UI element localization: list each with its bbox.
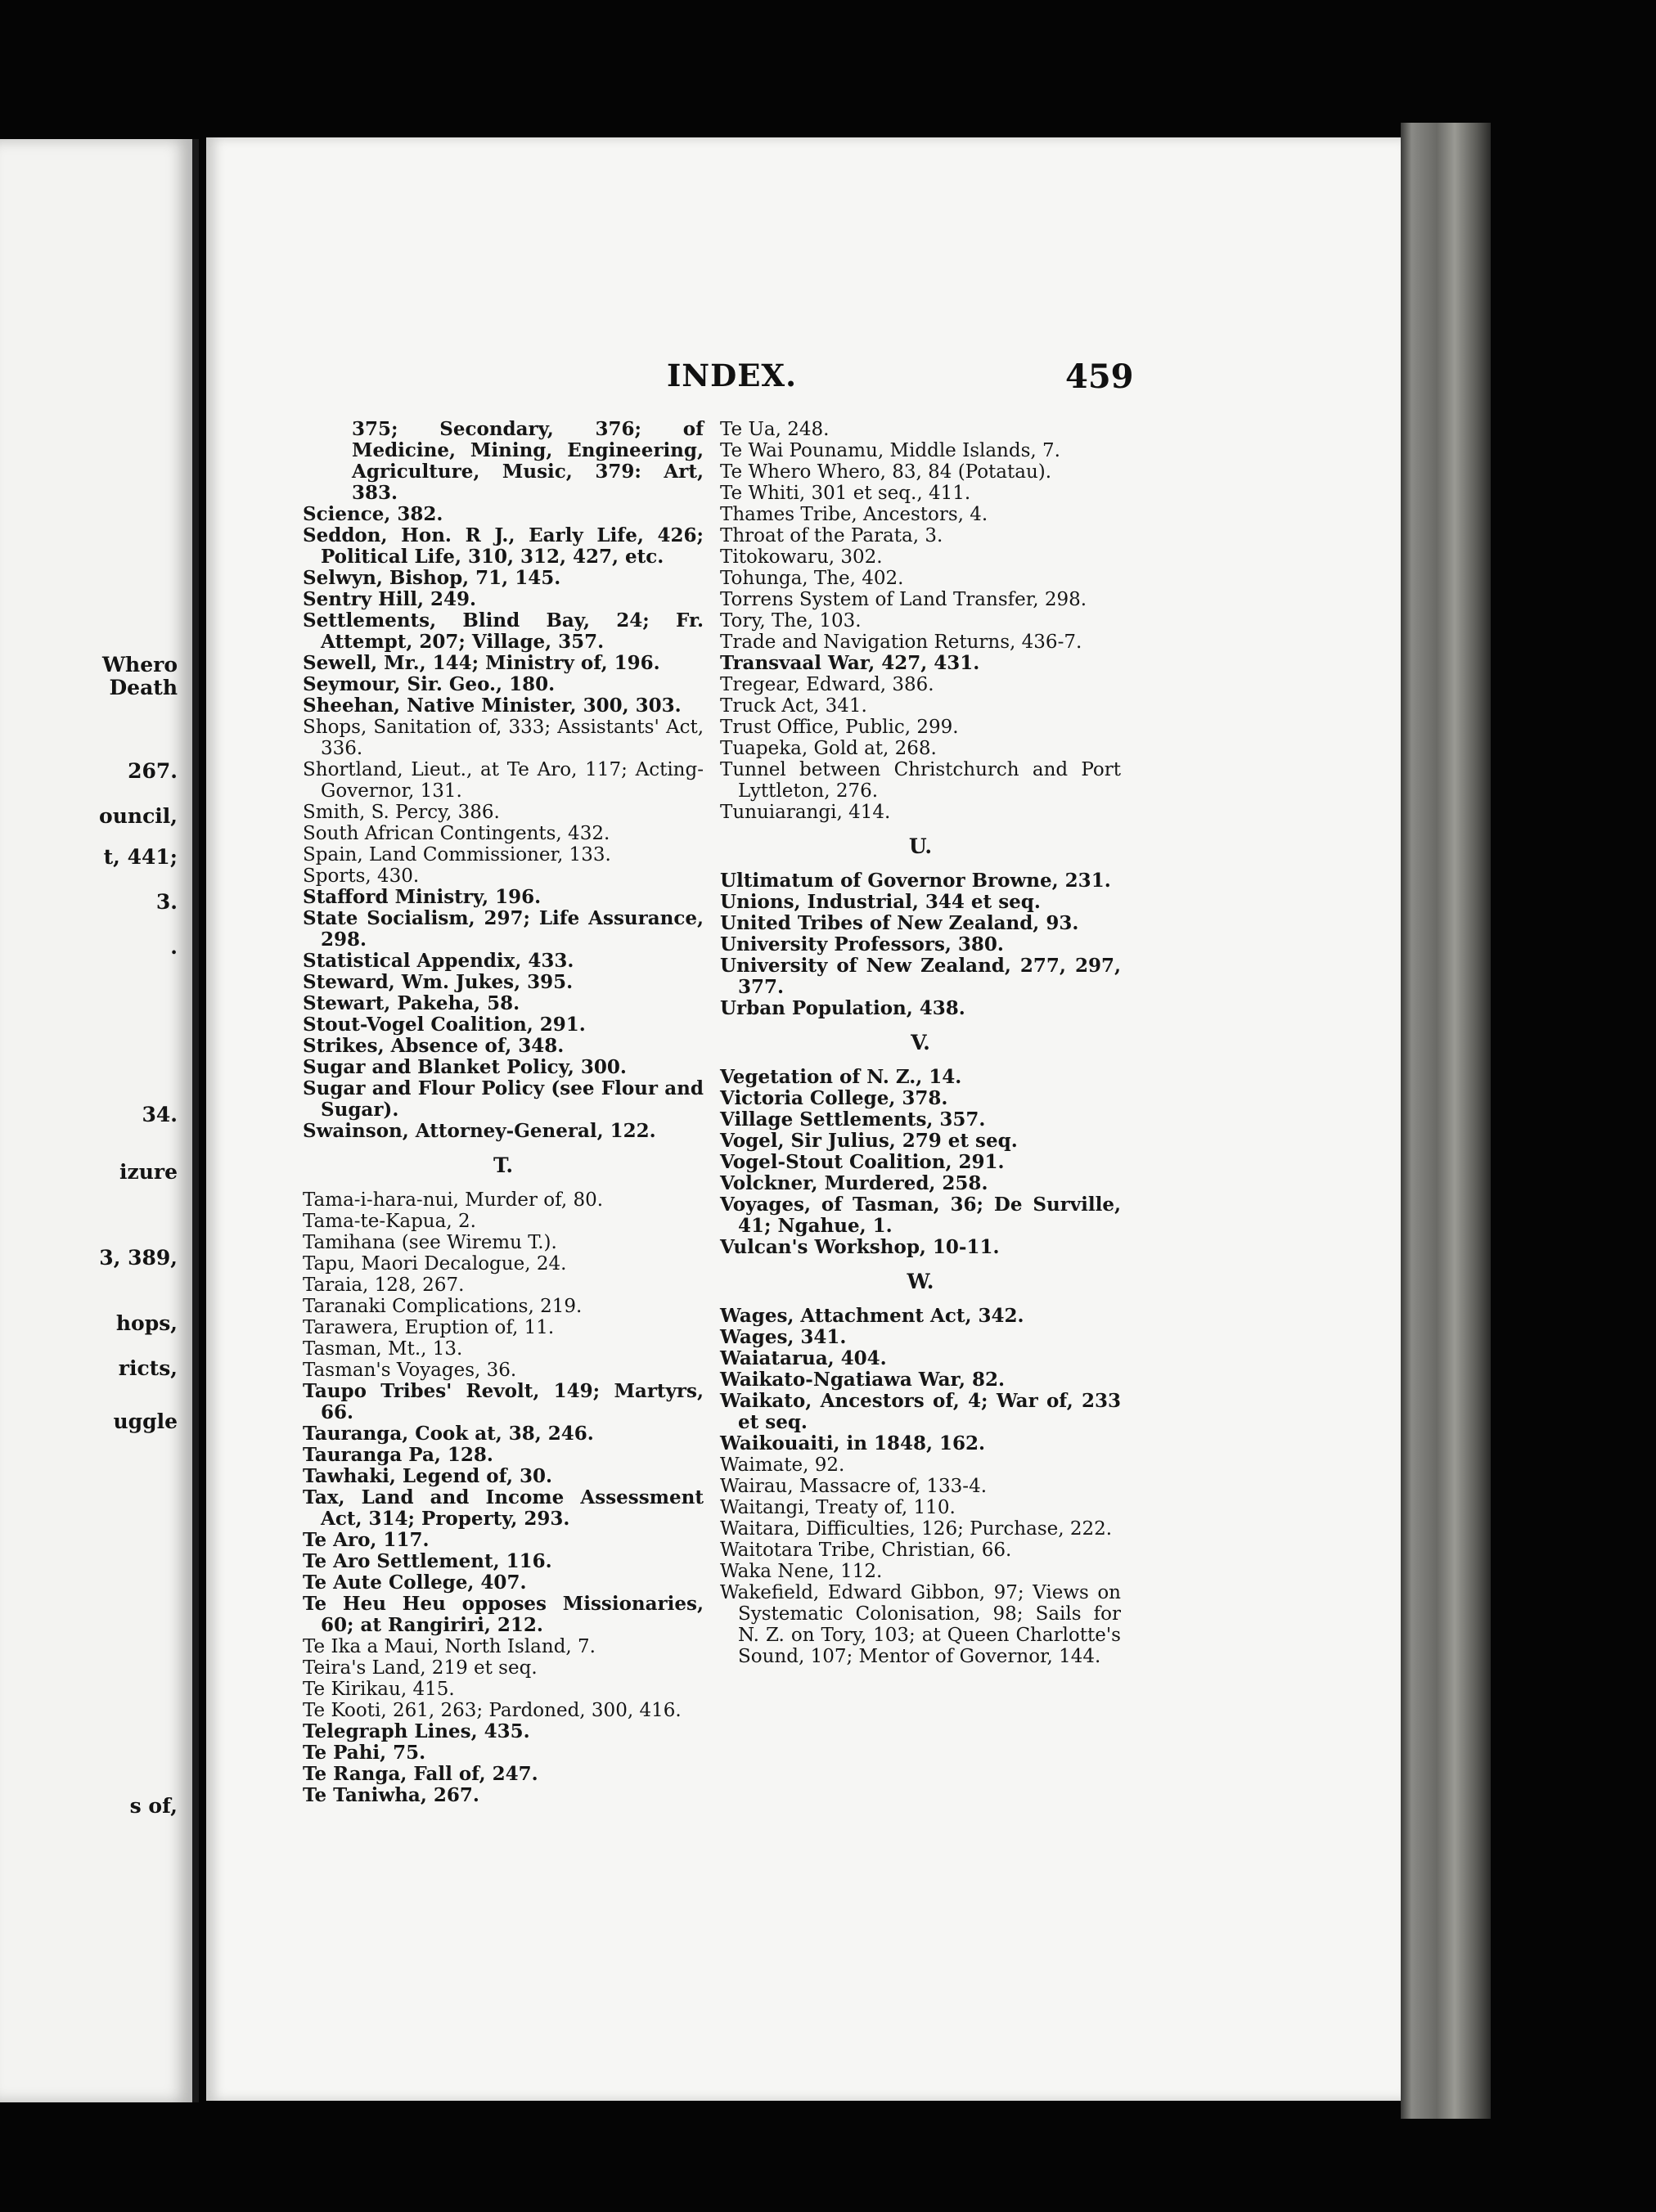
index-entry: Spain, Land Commissioner, 133. [303,844,611,865]
index-entry: Waka Nene, 112. [720,1561,883,1582]
page-stack-edge [1401,123,1491,2119]
index-entry: Taupo Tribes' Revolt, 149; Martyrs, 66. [303,1380,704,1423]
index-entry: Stout-Vogel Coalition, 291. [303,1014,586,1036]
index-entry: Unions, Industrial, 344 et seq. [720,891,1041,913]
section-letter: W. [907,1270,934,1293]
index-entry: Wages, Attachment Act, 342. [720,1305,1024,1327]
index-entry: Tuapeka, Gold at, 268. [720,738,937,759]
index-entry: Science, 382. [303,503,443,525]
index-entry: Tamihana (see Wiremu T.). [303,1232,557,1253]
index-entry: Vulcan's Workshop, 10-11. [720,1236,1000,1258]
index-entry: Tory, The, 103. [720,610,862,632]
index-entry: 375; Secondary, 376; of Medicine, Mining, Engineering, Agriculture, Music, 379: Art, 383. [352,418,704,504]
index-entry: Te Ranga, Fall of, 247. [303,1763,538,1785]
index-entry: Te Kooti, 261, 263; Pardoned, 300, 416. [303,1700,682,1721]
index-entry: Waiatarua, 404. [720,1347,887,1369]
section-letter: V. [911,1031,930,1054]
facing-page-text-fragment: izure [119,1160,178,1184]
index-entry: Stafford Ministry, 196. [303,886,542,908]
index-entry: Tarawera, Eruption of, 11. [303,1317,555,1338]
index-entry: Wakefield, Edward Gibbon, 97; Views on Systematic Colonisation, 98; Sails for N. Z. on Tory, 103; at Queen Charlotte's Sound, 107; Mentor of Governor, 144. [720,1582,1121,1667]
index-entry: Waimate, 92. [720,1454,845,1476]
facing-page-text-fragment: ricts, [118,1356,178,1380]
facing-page-text-fragment: uggle [113,1409,178,1433]
index-entry: Swainson, Attorney-General, 122. [303,1120,656,1142]
index-entry: Shortland, Lieut., at Te Aro, 117; Acting-Governor, 131. [303,759,704,802]
facing-page-text-fragment: Death [109,676,178,699]
index-entry: Vogel, Sir Julius, 279 et seq. [720,1130,1018,1152]
index-entry: Voyages, of Tasman, 36; De Surville, 41; Ngahue, 1. [720,1194,1121,1237]
index-entry: Vogel-Stout Coalition, 291. [720,1151,1005,1173]
facing-page-text-fragment: Whero [101,653,178,677]
index-entry: Tasman, Mt., 13. [303,1338,463,1360]
index-entry: Shops, Sanitation of, 333; Assistants' Act, 336. [303,717,704,759]
index-entry: Tauranga, Cook at, 38, 246. [303,1423,594,1445]
index-entry: Village Settlements, 357. [720,1108,986,1131]
index-entry: Stewart, Pakeha, 58. [303,992,520,1014]
index-entry: Tauranga Pa, 128. [303,1444,493,1466]
index-entry: Steward, Wm. Jukes, 395. [303,971,574,993]
index-entry: Sugar and Flour Policy (see Flour and Sugar). [303,1077,704,1121]
section-letter: U. [908,834,933,858]
index-entry: Titokowaru, 302. [720,546,883,568]
index-entry: Sentry Hill, 249. [303,588,477,610]
index-entry: Strikes, Absence of, 348. [303,1035,565,1057]
index-entry: Tawhaki, Legend of, 30. [303,1465,553,1487]
index-entry: Te Whiti, 301 et seq., 411. [720,483,971,504]
index-entry: Telegraph Lines, 435. [303,1720,530,1742]
facing-page-text-fragment: 3, 389, [99,1246,178,1270]
facing-page-text-fragment: s of, [129,1794,178,1818]
index-entry: Tama-i-hara-nui, Murder of, 80. [303,1189,604,1211]
index-entry: Victoria College, 378. [720,1087,948,1109]
index-entry: Te Ua, 248. [720,419,830,440]
index-entry: Smith, S. Percy, 386. [303,802,500,823]
facing-page-text-fragment: hops, [115,1311,178,1335]
index-entry: Wairau, Massacre of, 133-4. [720,1476,988,1497]
index-entry: Tax, Land and Income Assessment Act, 314; Property, 293. [303,1486,704,1530]
index-entry: Te Whero Whero, 83, 84 (Potatau). [720,461,1052,483]
index-entry: Transvaal War, 427, 431. [720,652,980,674]
index-entry: Te Aro, 117. [303,1529,430,1551]
facing-page-text-fragment: 34. [142,1103,178,1126]
index-entry: State Socialism, 297; Life Assurance, 298. [303,907,704,951]
index-entry: South African Contingents, 432. [303,823,610,844]
index-column-left [303,419,704,1806]
index-entry: Settlements, Blind Bay, 24; Fr. Attempt, 207; Village, 357. [303,609,704,653]
index-entry: Tunnel between Christchurch and Port Lyttleton, 276. [720,759,1121,802]
index-entry: Trade and Navigation Returns, 436-7. [720,632,1082,653]
index-entry: Wages, 341. [720,1326,847,1348]
index-entry: Taraia, 128, 267. [303,1275,465,1296]
index-entry: Te Ika a Maui, North Island, 7. [303,1636,596,1657]
index-entry: Tapu, Maori Decalogue, 24. [303,1253,567,1275]
index-entry: Vegetation of N. Z., 14. [720,1066,962,1088]
index-entry: Thames Tribe, Ancestors, 4. [720,504,988,525]
index-entry: Te Wai Pounamu, Middle Islands, 7. [720,440,1060,461]
index-entry: Seymour, Sir. Geo., 180. [303,673,556,695]
index-entry: Tunuiarangi, 414. [720,802,891,823]
index-entry: Ultimatum of Governor Browne, 231. [720,870,1111,892]
index-entry: Tasman's Voyages, 36. [303,1360,517,1381]
section-letter: T. [493,1153,514,1177]
running-head: INDEX. [667,357,798,393]
index-entry: Waitara, Difficulties, 126; Purchase, 222. [720,1518,1113,1540]
index-entry: Urban Population, 438. [720,997,965,1019]
index-entry: Torrens System of Land Transfer, 298. [720,589,1087,610]
index-entry: Throat of the Parata, 3. [720,525,943,546]
index-entry: Te Kirikau, 415. [303,1679,455,1700]
index-entry: Waitangi, Treaty of, 110. [720,1497,956,1518]
index-entry: Te Aro Settlement, 116. [303,1550,552,1572]
facing-page-text-fragment: ouncil, [99,804,178,828]
index-entry: Te Taniwha, 267. [303,1784,479,1806]
index-entry: Trust Office, Public, 299. [720,717,959,738]
index-entry: Taranaki Complications, 219. [303,1296,583,1317]
index-entry: Sheehan, Native Minister, 300, 303. [303,695,682,717]
index-entry: Waikato, Ancestors of, 4; War of, 233 et seq. [720,1390,1121,1433]
index-entry: Volckner, Murdered, 258. [720,1172,988,1194]
index-entry: Tama-te-Kapua, 2. [303,1211,476,1232]
index-entry: United Tribes of New Zealand, 93. [720,912,1079,934]
index-entry: Waitotara Tribe, Christian, 66. [720,1540,1012,1561]
index-entry: Tohunga, The, 402. [720,568,904,589]
index-entry: Te Heu Heu opposes Missionaries, 60; at Rangiriri, 212. [303,1593,704,1636]
index-entry: Selwyn, Bishop, 71, 145. [303,567,561,589]
index-entry: University Professors, 380. [720,933,1004,955]
index-entry: Sugar and Blanket Policy, 300. [303,1056,627,1078]
index-entry: Te Aute College, 407. [303,1571,527,1594]
index-entry: Te Pahi, 75. [303,1742,426,1764]
page-number: 459 [1065,357,1134,396]
index-entry: University of New Zealand, 277, 297, 377. [720,955,1121,998]
index-entry: Waikato-Ngatiawa War, 82. [720,1369,1006,1391]
facing-page-text-fragment: 267. [128,759,178,783]
index-entry: Seddon, Hon. R J., Early Life, 426; Political Life, 310, 312, 427, etc. [303,524,704,568]
facing-page-text-fragment: 3. [155,890,178,914]
facing-page-text-fragment: t, 441; [103,845,178,869]
index-column-right [720,419,1121,1667]
index-entry: Statistical Appendix, 433. [303,950,574,972]
facing-page-text-fragment: . [170,935,178,959]
index-entry: Sewell, Mr., 144; Ministry of, 196. [303,652,660,674]
index-entry: Truck Act, 341. [720,695,867,717]
index-entry: Tregear, Edward, 386. [720,674,934,695]
index-entry: Waikouaiti, in 1848, 162. [720,1432,985,1454]
facing-page [0,139,199,2102]
index-entry: Teira's Land, 219 et seq. [303,1657,538,1679]
index-entry: Sports, 430. [303,865,420,887]
